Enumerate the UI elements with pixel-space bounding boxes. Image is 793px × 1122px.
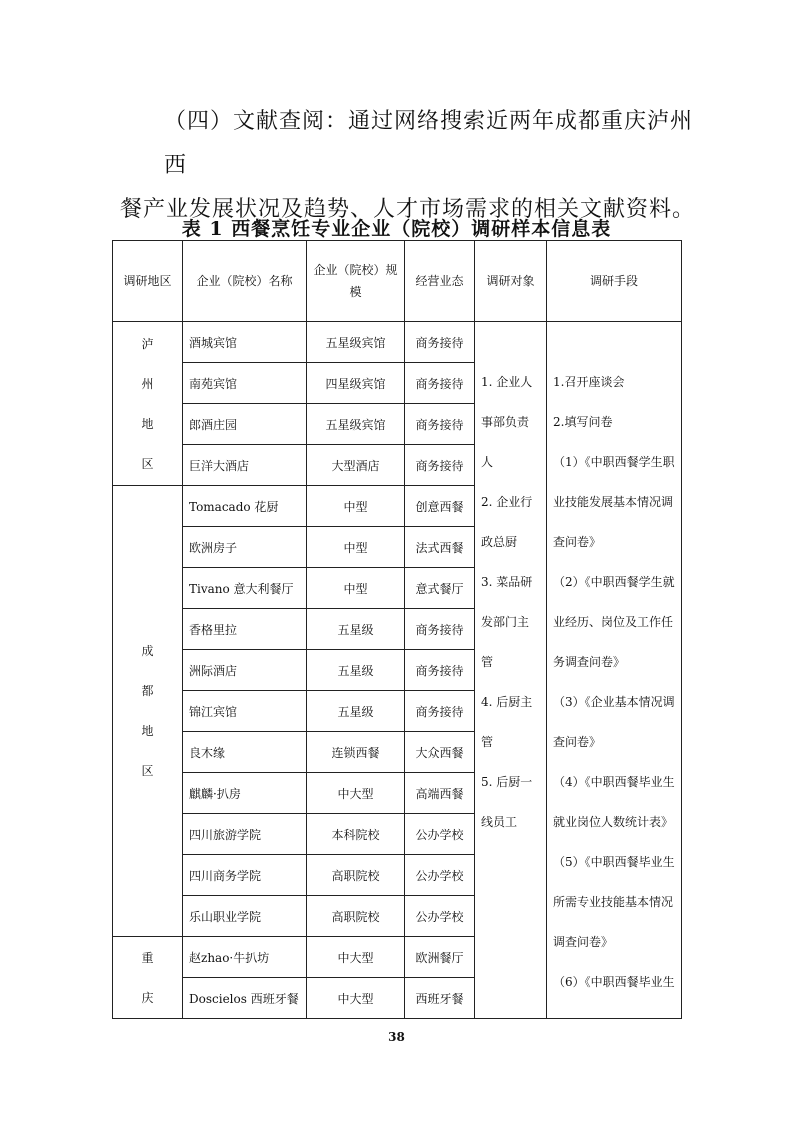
org-name: 赵zhao·牛扒坊 — [183, 937, 307, 978]
org-status: 意式餐厅 — [405, 568, 475, 609]
org-scale: 中型 — [307, 527, 405, 568]
org-status: 商务接待 — [405, 404, 475, 445]
org-name: 欧洲房子 — [183, 527, 307, 568]
org-status: 商务接待 — [405, 322, 475, 363]
org-status: 创意西餐 — [405, 486, 475, 527]
method-item: （6）《中职西餐毕业生 — [553, 975, 675, 989]
org-scale: 中大型 — [307, 937, 405, 978]
org-status: 商务接待 — [405, 445, 475, 486]
survey-methods — [547, 322, 682, 1019]
org-name: 洲际酒店 — [183, 650, 307, 691]
org-scale: 五星级 — [307, 691, 405, 732]
method-item: （3）《企业基本情况调查问卷》 — [553, 695, 675, 749]
org-name: 南苑宾馆 — [183, 363, 307, 404]
org-name: 酒城宾馆 — [183, 322, 307, 363]
method-item: 2.填写问卷 — [553, 415, 613, 429]
table-row — [113, 322, 682, 363]
org-name: 乐山职业学院 — [183, 896, 307, 937]
target-item: 2. 企业行政总厨 — [481, 495, 533, 549]
org-scale: 中大型 — [307, 773, 405, 814]
method-item: （5）《中职西餐毕业生所需专业技能基本情况调查问卷》 — [553, 855, 675, 949]
region-luzhou: 泸 州 地 区 — [113, 322, 183, 486]
target-item: 1. 企业人事部负责人 — [481, 375, 533, 469]
org-name: 锦江宾馆 — [183, 691, 307, 732]
org-scale: 本科院校 — [307, 814, 405, 855]
org-name: 四川旅游学院 — [183, 814, 307, 855]
org-name: Tivano 意大利餐厅 — [183, 568, 307, 609]
header-region: 调研地区 — [113, 241, 183, 322]
org-name: 良木缘 — [183, 732, 307, 773]
region-chengdu: 成 都 地 区 — [113, 486, 183, 937]
org-status: 欧洲餐厅 — [405, 937, 475, 978]
org-scale: 五星级 — [307, 650, 405, 691]
org-name: 巨洋大酒店 — [183, 445, 307, 486]
method-item: （2）《中职西餐学生就业经历、岗位及工作任务调查问卷》 — [553, 575, 675, 669]
org-status: 商务接待 — [405, 363, 475, 404]
org-scale: 五星级宾馆 — [307, 404, 405, 445]
org-name: 四川商务学院 — [183, 855, 307, 896]
intro-paragraph — [120, 100, 700, 232]
survey-sample-table — [112, 240, 682, 1019]
org-name: 郎酒庄园 — [183, 404, 307, 445]
header-name: 企业（院校）名称 — [183, 241, 307, 322]
survey-targets — [475, 322, 547, 1019]
table-title: 表 1 西餐烹饪专业企业（院校）调研样本信息表 — [181, 218, 612, 240]
org-status: 商务接待 — [405, 691, 475, 732]
org-status: 公办学校 — [405, 896, 475, 937]
org-scale: 中型 — [307, 568, 405, 609]
method-item: （4）《中职西餐毕业生就业岗位人数统计表》 — [553, 775, 675, 829]
header-method: 调研手段 — [547, 241, 682, 322]
target-item: 4. 后厨主管 — [481, 695, 533, 749]
page-number: 38 — [388, 1030, 405, 1044]
org-status: 公办学校 — [405, 855, 475, 896]
org-status: 大众西餐 — [405, 732, 475, 773]
org-status: 西班牙餐 — [405, 978, 475, 1019]
header-status: 经营业态 — [405, 241, 475, 322]
org-scale: 中大型 — [307, 978, 405, 1019]
header-scale: 企业（院校）规模 — [307, 241, 405, 322]
org-scale: 五星级 — [307, 609, 405, 650]
org-scale: 高职院校 — [307, 855, 405, 896]
org-scale: 连锁西餐 — [307, 732, 405, 773]
org-status: 公办学校 — [405, 814, 475, 855]
org-status: 商务接待 — [405, 609, 475, 650]
method-item: 1.召开座谈会 — [553, 375, 625, 389]
org-scale: 中型 — [307, 486, 405, 527]
org-scale: 大型酒店 — [307, 445, 405, 486]
org-scale: 五星级宾馆 — [307, 322, 405, 363]
org-name: Doscielos 西班牙餐 — [183, 978, 307, 1019]
region-chongqing: 重 庆 — [113, 937, 183, 1019]
paragraph-line-1: （四）文献查阅：通过网络搜索近两年成都重庆泸州西 — [164, 109, 694, 178]
target-item: 3. 菜品研发部门主管 — [481, 575, 533, 669]
method-item: （1）《中职西餐学生职业技能发展基本情况调查问卷》 — [553, 455, 675, 549]
org-name: 香格里拉 — [183, 609, 307, 650]
org-scale: 四星级宾馆 — [307, 363, 405, 404]
target-item: 5. 后厨一线员工 — [481, 775, 533, 829]
org-status: 商务接待 — [405, 650, 475, 691]
org-name: Tomacado 花厨 — [183, 486, 307, 527]
org-name: 麒麟·扒房 — [183, 773, 307, 814]
paragraph-line-2: 餐产业发展状况及趋势、人才市场需求的相关文献资料。 — [120, 197, 696, 222]
org-scale: 高职院校 — [307, 896, 405, 937]
org-status: 法式西餐 — [405, 527, 475, 568]
org-status: 高端西餐 — [405, 773, 475, 814]
header-target: 调研对象 — [475, 241, 547, 322]
